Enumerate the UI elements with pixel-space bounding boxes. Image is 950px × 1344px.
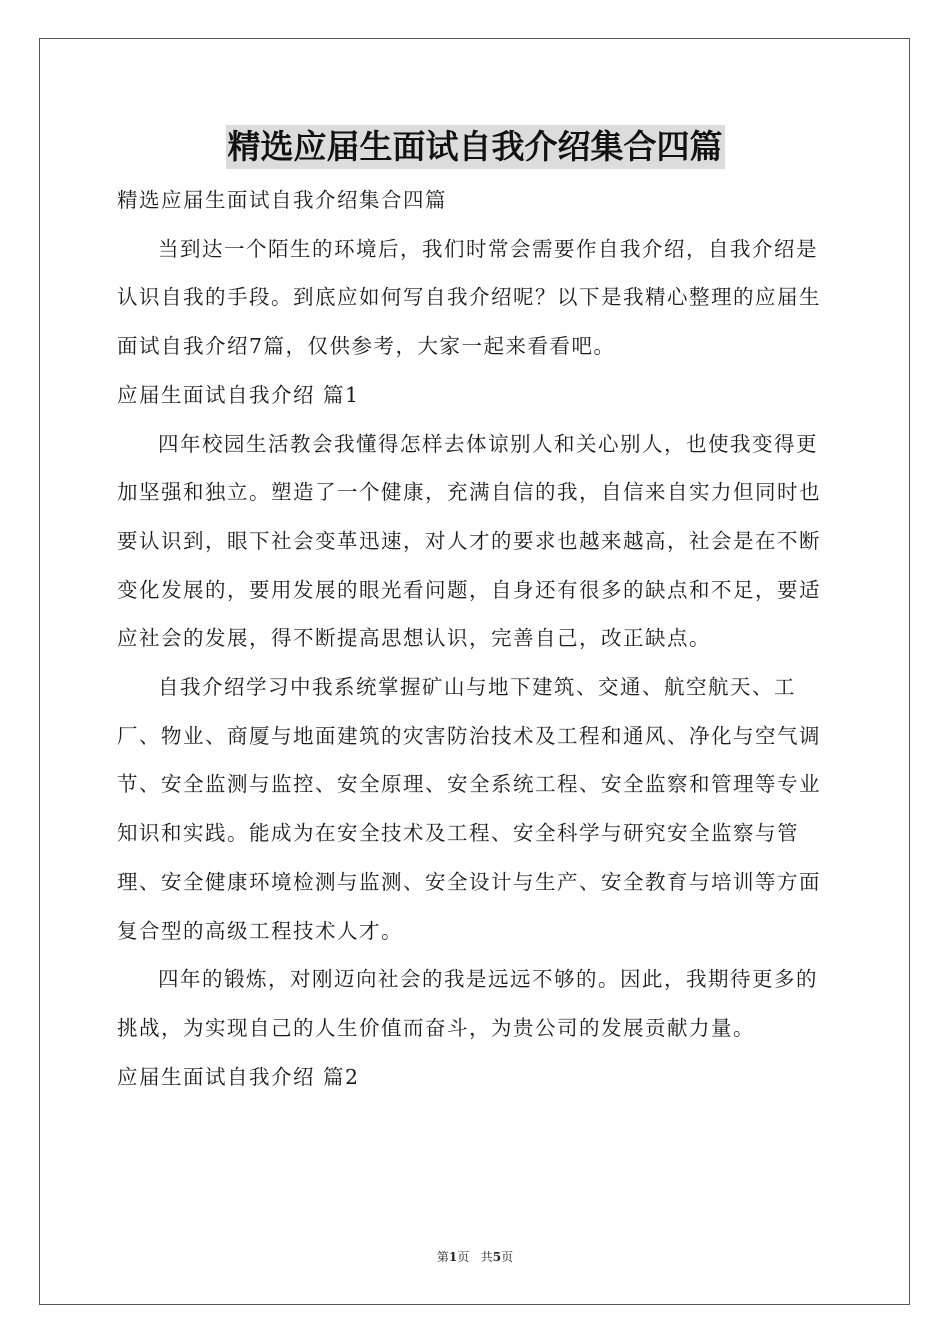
title-container [0,125,950,169]
current-page-number: 1 [448,1250,458,1264]
section-heading-2: 应届生面试自我介绍 篇2 [117,1064,360,1089]
section1-paragraph-3: 四年的锻炼，对刚迈向社会的我是远远不够的。因此，我期待更多的挑战，为实现自己的人生价值而奋斗，为贵公司的发展贡献力量。 [117,967,818,1040]
total-page-count: 5 [492,1250,502,1264]
document-title: 精选应届生面试自我介绍集合四篇 [226,125,725,169]
intro-paragraph: 当到达一个陌生的环境后，我们时常会需要作自我介绍，自我介绍是认识自我的手段。到底应如何写自我介绍呢？以下是我精心整理的应届生面试自我介绍7篇，仅供参考，大家一起来看看吧。 [117,236,821,359]
section1-paragraph-2: 自我介绍学习中我系统掌握矿山与地下建筑、交通、航空航天、工厂、物业、商厦与地面建筑的灾害防治技术及工程和通风、净化与空气调节、安全监测与监控、安全原理、安全系统工程、安全监察和管理等专业知识和实践。能成为在安全技术及工程、安全科学与研究安全监察与管理、安全健康环境检测与监测、安全设计与生产、安全教育与培训等方面复合型的高级工程技术人才。 [117,675,821,943]
document-subtitle: 精选应届生面试自我介绍集合四篇 [117,188,447,212]
document-body [117,176,837,1101]
page-suffix: 页 [457,1250,470,1264]
total-suffix: 页 [501,1250,514,1264]
total-prefix: 共 [480,1250,493,1264]
page-prefix: 第 [436,1250,449,1264]
section-heading-1: 应届生面试自我介绍 篇1 [117,382,360,407]
section1-paragraph-1: 四年校园生活教会我懂得怎样去体谅别人和关心别人，也使我变得更加坚强和独立。塑造了一个健康，充满自信的我，自信来自实力但同时也要认识到，眼下社会变革迅速，对人才的要求也越来越高，社会是在不断变化发展的，要用发展的眼光看问题，自身还有很多的缺点和不足，要适应社会的发展，得不断提高思想认识，完善自己，改正缺点。 [117,431,821,651]
page-footer [0,1248,950,1265]
